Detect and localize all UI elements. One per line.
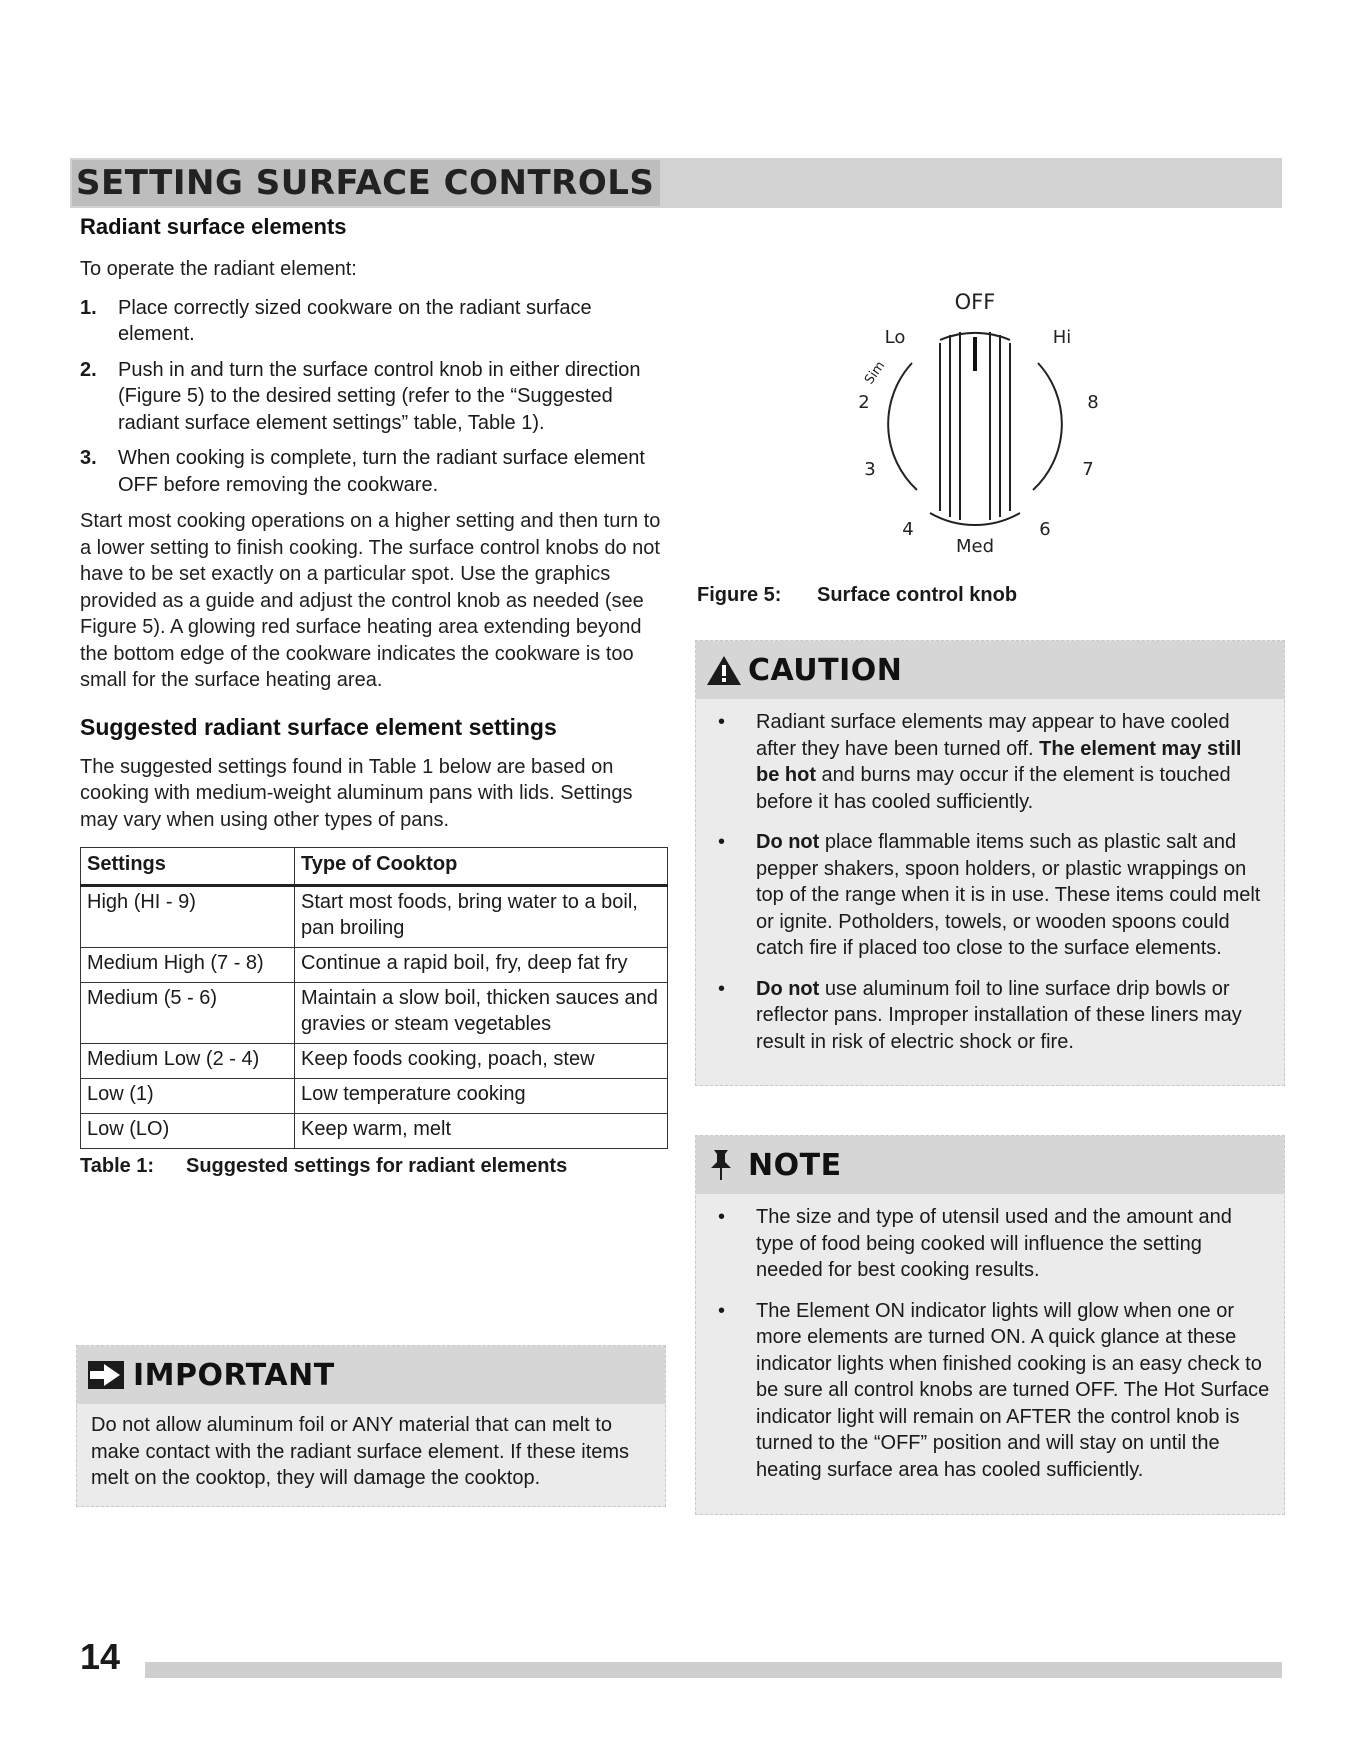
table-cell: Medium (5 - 6) — [81, 983, 295, 1044]
warning-icon — [706, 654, 742, 686]
list-item — [710, 829, 1270, 962]
important-title: IMPORTANT — [133, 1357, 335, 1393]
radiant-heading: Radiant surface elements — [80, 214, 347, 239]
header-settings: Settings — [81, 848, 295, 886]
arrow-right-icon — [87, 1358, 125, 1392]
table-cell: Maintain a slow boil, thicken sauces and gravies or steam vegetables — [295, 983, 668, 1044]
note-list — [710, 1204, 1270, 1483]
table-cell: Keep warm, melt — [295, 1114, 668, 1149]
table-row — [81, 983, 668, 1044]
important-callout — [76, 1345, 666, 1507]
list-item — [710, 976, 1270, 1056]
table-header-row — [81, 848, 668, 886]
table-caption-text: Suggested settings for radiant elements — [186, 1155, 568, 1177]
table-cell: Start most foods, bring water to a boil, pan broiling — [295, 886, 668, 948]
table-cell: Keep foods cooking, poach, stew — [295, 1044, 668, 1079]
important-body — [77, 1404, 665, 1506]
caution-emphasis: Do not — [756, 977, 820, 1000]
step-text: When cooking is complete, turn the radiant surface element OFF before removing the cookware. — [118, 447, 645, 496]
knob-label-6: 6 — [1039, 519, 1051, 540]
table-cell: Low (1) — [81, 1079, 295, 1114]
knob-label-2: 2 — [858, 392, 870, 413]
table-row — [81, 948, 668, 983]
table-row — [81, 1114, 668, 1149]
knob-label-med: Med — [955, 536, 995, 557]
table-row — [81, 886, 668, 948]
knob-label-3: 3 — [864, 459, 876, 480]
important-header — [77, 1346, 665, 1404]
surface-control-knob-figure — [800, 285, 1130, 575]
control-knob-diagram — [800, 285, 1130, 575]
step-item — [80, 445, 670, 498]
table-row — [81, 1079, 668, 1114]
step-text: Place correctly sized cookware on the radiant surface element. — [118, 296, 592, 345]
caution-title: CAUTION — [748, 652, 903, 688]
suggested-intro: The suggested settings found in Table 1 below are based on cooking with medium-weight aluminum pans with lids. Settings may vary when using other types of pans. — [80, 755, 633, 831]
note-body — [696, 1194, 1284, 1511]
pushpin-icon — [706, 1148, 736, 1182]
figure-caption-text: Surface control knob — [817, 584, 1018, 606]
left-column — [80, 210, 670, 1178]
list-item — [710, 709, 1270, 815]
table-cell: Low (LO) — [81, 1114, 295, 1149]
knob-label-8: 8 — [1087, 392, 1099, 413]
table-caption — [80, 1155, 670, 1178]
caution-header — [696, 641, 1284, 699]
caution-emphasis: Do not — [756, 831, 820, 853]
knob-label-off: OFF — [954, 290, 996, 314]
page-number: 14 — [80, 1636, 121, 1677]
suggested-heading: Suggested radiant surface element settings — [80, 713, 557, 740]
caution-emphasis: The element may still be hot — [756, 737, 1242, 786]
step-item — [80, 295, 670, 348]
table-cell: Continue a rapid boil, fry, deep fat fry — [295, 948, 668, 983]
list-item: • The size and type of utensil used and the amount and type of food being cooked will influence the setting needed for best cooking results. — [710, 1204, 1270, 1284]
caution-list — [710, 709, 1270, 1055]
knob-label-lo: Lo — [884, 327, 906, 348]
footer-bar — [145, 1662, 1282, 1678]
figure-caption-label: Figure 5: — [697, 584, 782, 606]
note-title: NOTE — [748, 1147, 842, 1183]
figure-caption — [697, 584, 1017, 607]
steps-list — [80, 295, 670, 499]
table-cell: High (HI - 9) — [81, 886, 295, 948]
knob-label-7: 7 — [1082, 459, 1094, 480]
table-cell: Medium High (7 - 8) — [81, 948, 295, 983]
step-number: 1. — [80, 296, 97, 319]
caution-text: use aluminum foil to line surface drip bowls or reflector pans. Improper installation of these liners may result in risk of electric shock or fire. — [756, 977, 1242, 1053]
caution-text: Radiant surface elements may appear to have cooled after they have been turned off. — [756, 711, 1230, 760]
table-caption-label: Table 1: — [80, 1155, 155, 1177]
knob-label-4: 4 — [902, 519, 914, 540]
step-number: 2. — [80, 358, 97, 381]
caution-text: and burns may occur if the element is touched before it has cooled sufficiently. — [756, 764, 1231, 813]
caution-body — [696, 699, 1284, 1083]
step-number: 3. — [80, 447, 97, 469]
caution-text: place flammable items such as plastic salt and pepper shakers, spoon holders, or plastic wrappings on top of the range when it is in use. These items could melt or ignite. Potholders, towels, or wooden spoons could catch fire if placed too close to the surface elements. — [756, 831, 1261, 959]
important-text: Do not allow aluminum foil or ANY material that can melt to make contact with the radiant surface element. If these items melt on the cooktop, they will damage the cooktop. — [91, 1414, 630, 1489]
note-header — [696, 1136, 1284, 1194]
table-cell: Low temperature cooking — [295, 1079, 668, 1114]
header-type: Type of Cooktop — [295, 848, 668, 886]
settings-table — [80, 847, 668, 1149]
knob-label-sim: Sim — [861, 358, 889, 388]
section-title: SETTING SURFACE CONTROLS — [72, 160, 660, 206]
step-item — [80, 357, 670, 437]
table-row — [81, 1044, 668, 1079]
note-callout — [695, 1135, 1285, 1515]
table-cell: Medium Low (2 - 4) — [81, 1044, 295, 1079]
list-item: • The Element ON indicator lights will glow when one or more elements are turned ON. A quick glance at these indicator lights when finished cooking is an easy check to be sure all control knobs are turned OFF. The Hot Surface indicator light will remain on AFTER the control knob is turned to the “OFF” position and will stay on until the heating surface area has cooled sufficiently. — [710, 1298, 1270, 1484]
caution-callout — [695, 640, 1285, 1086]
knob-label-hi: Hi — [1052, 327, 1072, 348]
radiant-intro: To operate the radiant element: — [80, 258, 357, 280]
step-text: Push in and turn the surface control knob in either direction (Figure 5) to the desired setting (refer to the “Suggested radiant surface element settings” table, Table 1). — [118, 358, 641, 434]
radiant-paragraph: Start most cooking operations on a higher setting and then turn to a lower setting to finish cooking. The surface control knobs do not have to be set exactly on a particular spot. Use the graphics provided as a guide and adjust the control knob as needed (see Figure 5). A glowing red surface heating area extending beyond the bottom edge of the cookware indicates the cookware is too small for the surface heating area. — [80, 510, 661, 691]
